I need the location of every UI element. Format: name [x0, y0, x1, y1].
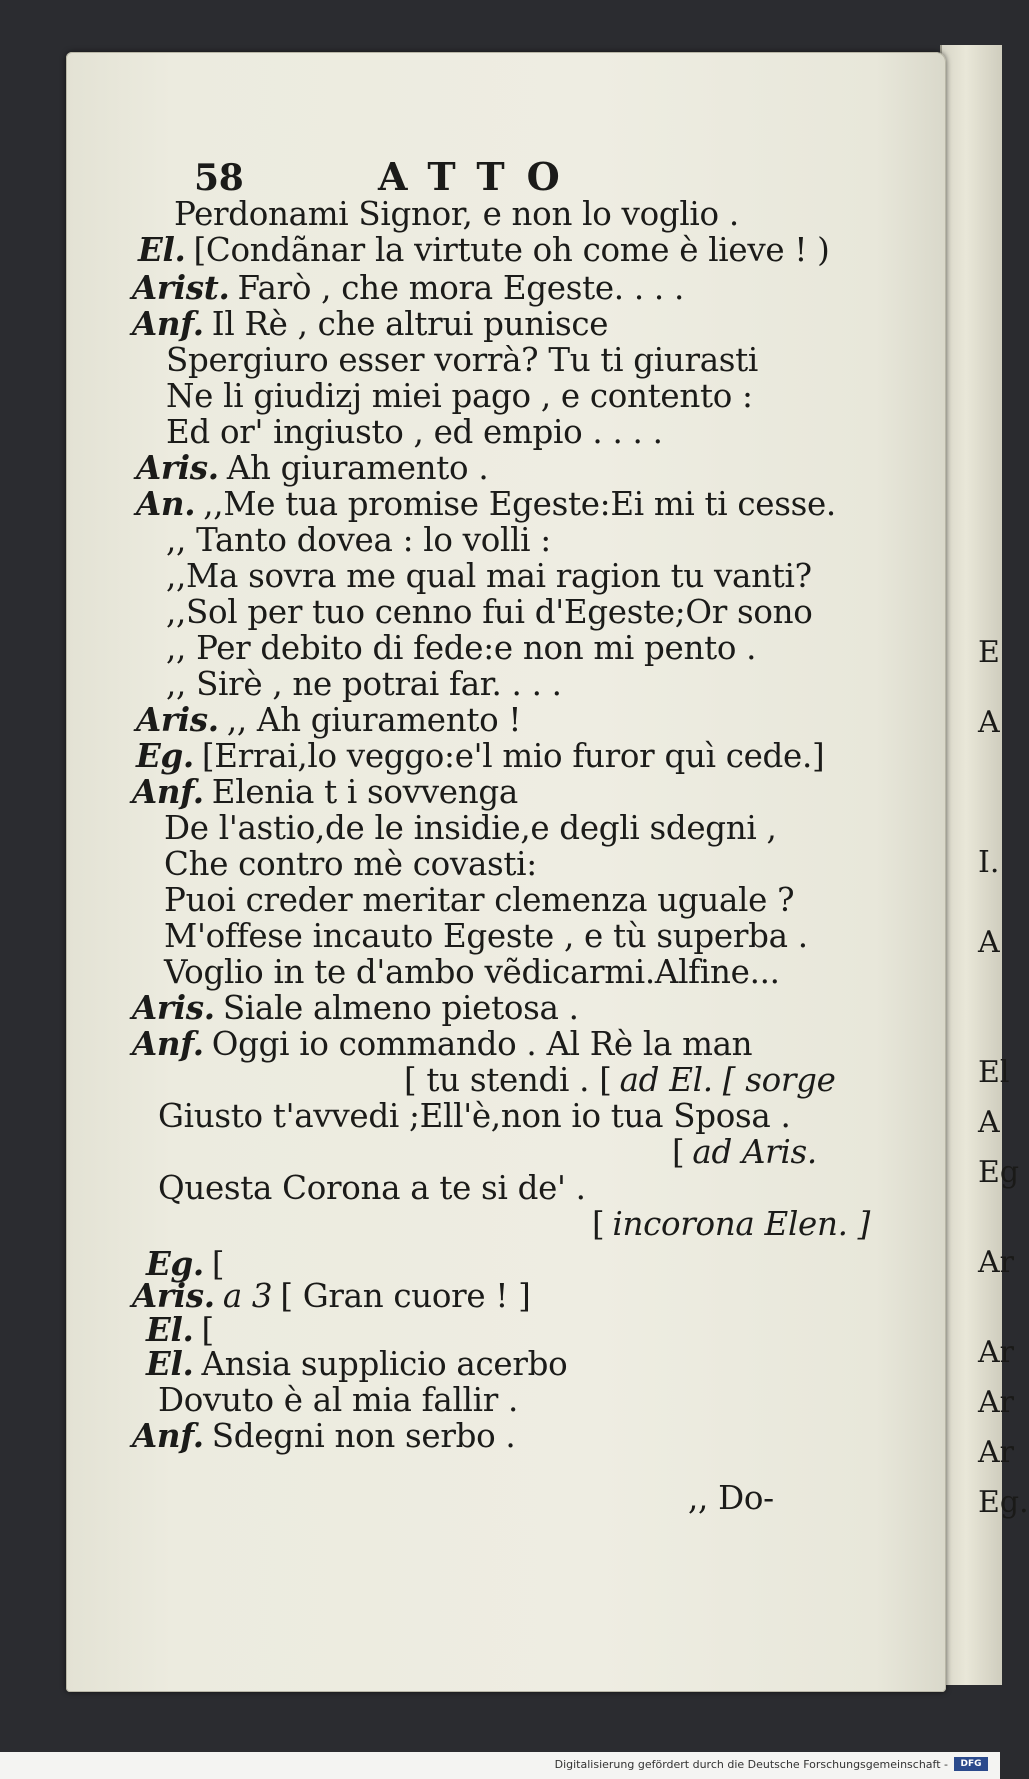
text-line — [132, 988, 579, 1027]
line-text: [ — [672, 1133, 685, 1171]
text-line — [132, 1416, 516, 1455]
footer-credit: Digitalisierung gefördert durch die Deutsche Forschungsgemeinschaft - — [554, 1758, 948, 1771]
line-text: Ah giuramento . — [226, 449, 489, 487]
running-head: ATTO — [378, 154, 582, 199]
line-text: Ansia supplicio acerbo — [201, 1345, 568, 1383]
speaker-label: Anf. — [132, 772, 204, 811]
line-text: Spergiuro esser vorrà? Tu ti giurasti — [166, 341, 759, 379]
text-line — [166, 593, 813, 631]
text-line — [164, 845, 537, 883]
speaker-label: Aris. — [132, 988, 215, 1027]
speaker-label: Anf. — [132, 1416, 204, 1455]
line-text: ,, Do- — [688, 1479, 774, 1517]
speaker-label: El. — [146, 1344, 194, 1383]
book-page — [66, 52, 946, 1692]
text-line — [146, 1344, 568, 1383]
line-text: Il Rè , che altrui punisce — [211, 305, 609, 343]
next-page-fragment: A — [978, 705, 1000, 740]
next-page-fragment: El — [978, 1055, 1010, 1090]
line-text: [ — [201, 1311, 214, 1349]
line-text: ,, Per debito di fede:e non mi pento . — [166, 629, 757, 667]
text-line — [164, 881, 795, 919]
text-line — [132, 772, 518, 811]
next-page-fragment: Ar — [978, 1245, 1015, 1280]
speaker-label: El. — [146, 1310, 194, 1349]
line-text: ,, Ah giuramento ! — [226, 701, 522, 739]
text-line — [136, 448, 489, 487]
line-text: [ — [592, 1205, 605, 1243]
speaker-label: Eg. — [136, 736, 194, 775]
speaker-label: Aris. — [136, 448, 219, 487]
text-line — [132, 1024, 753, 1063]
stage-direction: ad El. [ sorge — [619, 1061, 836, 1099]
line-text: Oggi io commando . Al Rè la man — [211, 1025, 753, 1063]
next-page-fragment: Eg — [978, 1155, 1020, 1190]
text-line — [166, 377, 753, 415]
text-line — [136, 736, 825, 775]
text-line — [132, 304, 609, 343]
line-text: ,,Me tua promise Egeste:Ei mi ti cesse. — [203, 485, 836, 523]
text-line — [166, 629, 757, 667]
line-text: [ tu stendi . [ — [404, 1061, 612, 1099]
speaker-label: Eg. — [146, 1244, 204, 1283]
line-text: Che contro mè covasti: — [164, 845, 537, 883]
text-line — [166, 521, 551, 559]
line-text: Ed or' ingiusto , ed empio . . . . — [166, 413, 663, 451]
text-line — [136, 700, 522, 739]
line-text: ,,Ma sovra me qual mai ragion tu vanti? — [166, 557, 812, 595]
line-text: Dovuto è al mia fallir . — [158, 1381, 519, 1419]
text-line — [174, 195, 739, 233]
line-text: Giusto t'avvedi ;Ell'è,non io tua Sposa . — [158, 1097, 791, 1135]
line-text: M'offese incauto Egeste , e tù superba . — [164, 917, 808, 955]
dfg-logo-icon: DFG — [954, 1757, 988, 1771]
text-line — [158, 1381, 519, 1419]
text-line — [164, 917, 808, 955]
line-text: [ Gran cuore ! ] — [280, 1277, 531, 1315]
next-page-fragment: Ar — [978, 1435, 1015, 1470]
page-number: 58 — [194, 157, 244, 199]
line-text: Farò , che mora Egeste. . . . — [237, 269, 685, 307]
line-text: Sdegni non serbo . — [211, 1417, 516, 1455]
text-line — [164, 953, 780, 991]
line-text: ,, Tanto dovea : lo volli : — [166, 521, 551, 559]
line-text: Puoi creder meritar clemenza uguale ? — [164, 881, 795, 919]
text-line — [166, 665, 562, 703]
text-line — [158, 1097, 791, 1135]
next-page-fragment: Ar — [978, 1385, 1015, 1420]
text-line — [672, 1133, 817, 1171]
text-line — [146, 1310, 214, 1349]
speaker-label: Anf. — [132, 304, 204, 343]
text-line — [138, 230, 830, 269]
speaker-label: Anf. — [132, 1024, 204, 1063]
line-text: ,, Sirè , ne potrai far. . . . — [166, 665, 562, 703]
next-page-fragment: Ar — [978, 1335, 1015, 1370]
text-line — [592, 1205, 871, 1243]
line-text: Voglio in te d'ambo vẽdicarmi.Alfine... — [164, 953, 780, 991]
next-page-fragment: A — [978, 925, 1000, 960]
next-page-fragment: I. — [978, 845, 1000, 880]
text-line — [688, 1479, 774, 1517]
adjacent-page-edge — [940, 45, 1029, 1685]
line-text: Questa Corona a te si de' . — [158, 1169, 586, 1207]
stage-direction: a 3 — [222, 1277, 273, 1315]
next-page-fragment: E — [978, 635, 1000, 670]
line-text: ,,Sol per tuo cenno fui d'Egeste;Or sono — [166, 593, 813, 631]
text-line — [166, 341, 759, 379]
speaker-label: Aris. — [132, 1276, 215, 1315]
speaker-label: Arist. — [132, 268, 230, 307]
line-text: [Errai,lo veggo:e'l mio furor quì cede.] — [201, 737, 825, 775]
next-page-fragment: A — [978, 1105, 1000, 1140]
speaker-label: Aris. — [136, 700, 219, 739]
stage-direction: ad Aris. — [692, 1133, 817, 1171]
stage-direction: incorona Elen. ] — [612, 1205, 871, 1243]
text-line — [166, 557, 812, 595]
line-text: Ne li giudizj miei pago , e contento : — [166, 377, 753, 415]
text-line — [132, 268, 685, 307]
text-line — [132, 1276, 531, 1315]
next-page-fragment: Eg. — [978, 1485, 1029, 1520]
text-line — [166, 413, 663, 451]
line-text: [Condãnar la virtute oh come è lieve ! ) — [193, 231, 830, 269]
line-text: Elenia t i sovvenga — [211, 773, 518, 811]
speaker-label: El. — [138, 230, 186, 269]
text-line — [136, 484, 836, 523]
line-text: De l'astio,de le insidie,e degli sdegni , — [164, 809, 777, 847]
text-line — [158, 1169, 586, 1207]
speaker-label: An. — [136, 484, 196, 523]
line-text: Siale almeno pietosa . — [222, 989, 579, 1027]
text-line — [404, 1061, 836, 1099]
line-text: [ — [211, 1245, 225, 1283]
text-line — [164, 809, 777, 847]
line-text: Perdonami Signor, e non lo voglio . — [174, 195, 739, 233]
